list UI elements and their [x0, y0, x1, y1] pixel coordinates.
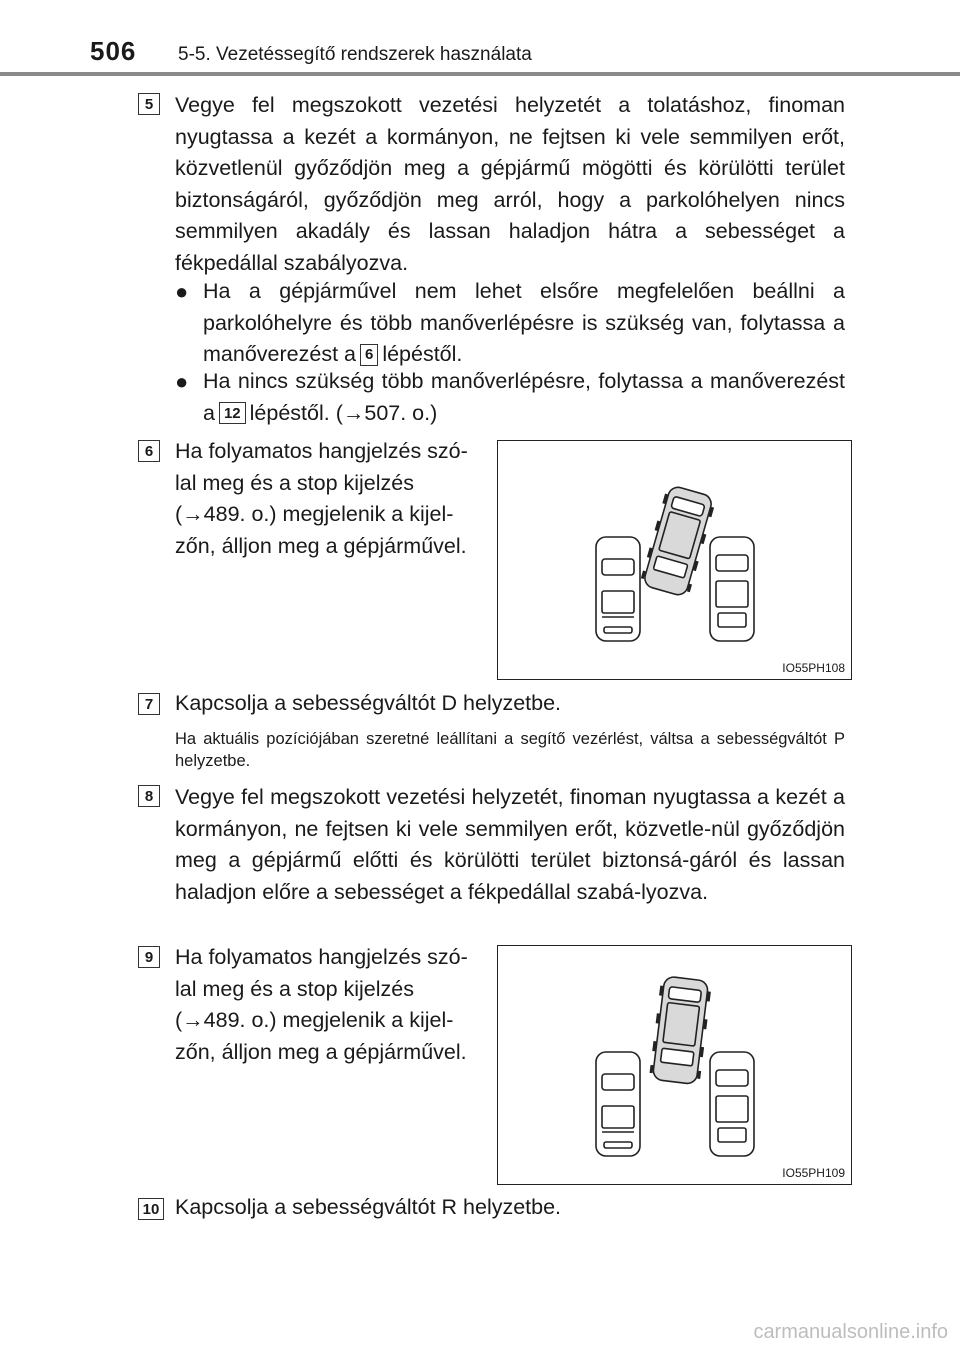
bullet-item-2	[175, 366, 845, 429]
bullet-dot-icon: ●	[175, 369, 189, 394]
figure-code: IO55PH108	[782, 661, 845, 675]
left-car	[596, 1052, 640, 1156]
bullet-2-text-before: Ha nincs szükség több manőverlépésre, folytassa a manőverezést a	[203, 369, 845, 425]
watermark: carmanualsonline.info	[753, 1321, 948, 1343]
step-7-note: Ha aktuális pozíciójában szeretné leállítani a segítő vezérlést, váltsa a sebességváltót P helyzetbe.	[175, 730, 845, 770]
figure-parking-1	[497, 440, 852, 680]
parking-illustration-2	[498, 946, 850, 1183]
page-number: 506	[90, 36, 137, 66]
bullet-1-text-before: Ha a gépjárművel nem lehet elsőre megfelelően beállni a parkolóhelyre és több manőverlépésre is szükség van, folytassa a manőverezést a	[203, 279, 845, 367]
section-title: 5-5. Vezetéssegítő rendszerek használata	[178, 44, 532, 65]
step-ref-6[interactable]: 6	[360, 344, 378, 366]
highlighted-car	[650, 976, 710, 1085]
step-9-text: Ha folyamatos hangjelzés szó-lal meg és a stop kijelzés (→489. o.) megjelenik a kijel-zőn, álljon meg a gépjárművel.	[175, 945, 468, 1064]
right-car	[710, 537, 754, 641]
header-rule	[0, 72, 960, 76]
figure-parking-2	[497, 945, 852, 1185]
figure-code: IO55PH109	[782, 1166, 845, 1180]
step-5-text: Vegye fel megszokott vezetési helyzetét a tolatáshoz, finoman nyugtassa a kezét a kormányon, ne fejtsen ki vele semmilyen erőt, közvetlenül győződjön meg a gépjármű mögötti és körülötti terület biztonságáról, győződjön meg arról, hogy a parkolóhelyen nincs semmilyen akadály és lassan haladjon hátra a sebességet a fékpedállal szabályozva.	[175, 93, 845, 275]
step-10-text: Kapcsolja a sebességváltót R helyzetbe.	[175, 1195, 562, 1219]
step-ref-12[interactable]: 12	[219, 402, 246, 424]
bullet-2-text-after: lépéstől. (→507. o.)	[249, 400, 438, 425]
step-number-8: 8	[138, 785, 160, 807]
step-number-10: 10	[138, 1198, 164, 1220]
step-8-text: Vegye fel megszokott vezetési helyzetét, finoman nyugtassa a kezét a kormányon, ne fejtsen ki vele semmilyen erőt, közvetle-nül győződjön meg a gépjármű előtti és körülötti terület biztonsá-gáról és lassan haladjon előre a sebességet a fékpedállal szabá-lyozva.	[175, 785, 845, 904]
step-number-7: 7	[138, 693, 160, 715]
parking-illustration-1	[498, 441, 850, 678]
step-number-6: 6	[138, 440, 160, 462]
step-number-9: 9	[138, 946, 160, 968]
highlighted-car	[641, 484, 716, 597]
bullet-1-text-after: lépéstől.	[382, 342, 463, 367]
left-car	[596, 537, 640, 641]
bullet-item-1	[175, 276, 845, 371]
step-6-text: Ha folyamatos hangjelzés szó-lal meg és a stop kijelzés (→489. o.) megjelenik a kijel-zőn, álljon meg a gépjárművel.	[175, 439, 468, 558]
step-number-5: 5	[138, 93, 160, 115]
page-header	[0, 0, 960, 80]
bullet-dot-icon: ●	[175, 279, 189, 304]
right-car	[710, 1052, 754, 1156]
step-7-text: Kapcsolja a sebességváltót D helyzetbe.	[175, 691, 562, 715]
